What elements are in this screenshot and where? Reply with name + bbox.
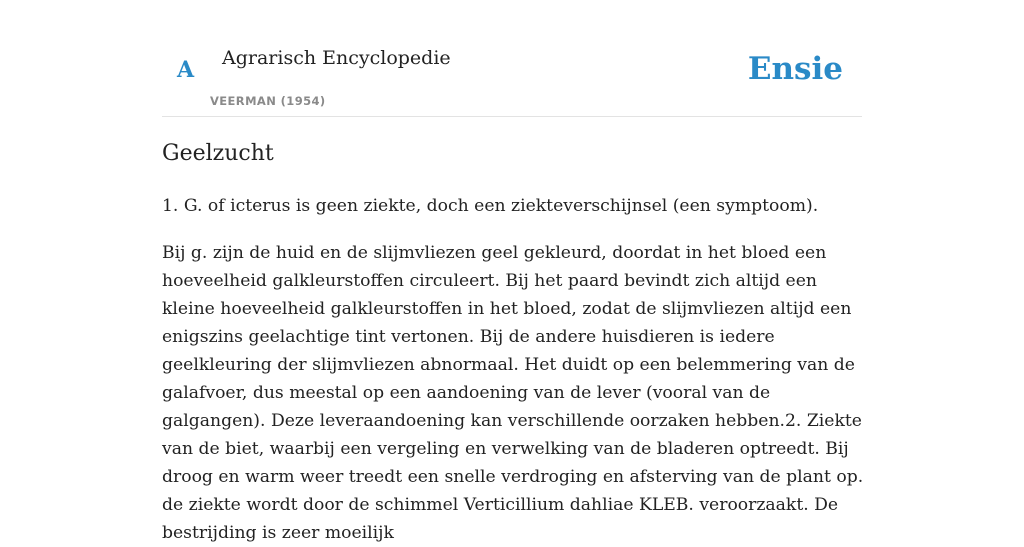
article [162,138,866,547]
article-paragraph: Bij g. zijn de huid en de slijmvliezen geel gekleurd, doordat in het bloed een hoeveelheid galkleurstoffen circuleert. Bij het paard bevindt zich altijd een kleine hoeveelheid galkleurstoffen in het bloed, zodat de slijmvliezen altijd een enigszins geelachtige tint vertonen. Bij de andere huisdieren is iedere geelkleuring der slijmvliezen abnormaal. Het duidt op een belemmering van de galafvoer, dus meestal op een aandoening van de lever (vooral van de galgangen). Deze leveraandoening kan verschillende oorzaken hebben.2. Ziekte van de biet, waarbij een vergeling en verwelking van de bladeren optreedt. Bij droog en warm weer treedt een snelle verdroging en afsterving van de plant op. de ziekte wordt door de schimmel Verticillium dahliae KLEB. veroorzaakt. De bestrijding is zeer moeilijk [162,243,864,543]
book-author: VEERMAN (1954) [210,94,326,108]
article-paragraph: 1. G. of icterus is geen ziekte, doch een ziekteverschijnsel (een symptoom). [162,196,819,216]
page-header [162,0,862,117]
book-title[interactable]: Agrarisch Encyclopedie [222,47,451,69]
article-title: Geelzucht [162,141,274,166]
letter-index-link[interactable]: A [177,57,195,83]
site-logo[interactable]: Ensie [747,51,843,87]
